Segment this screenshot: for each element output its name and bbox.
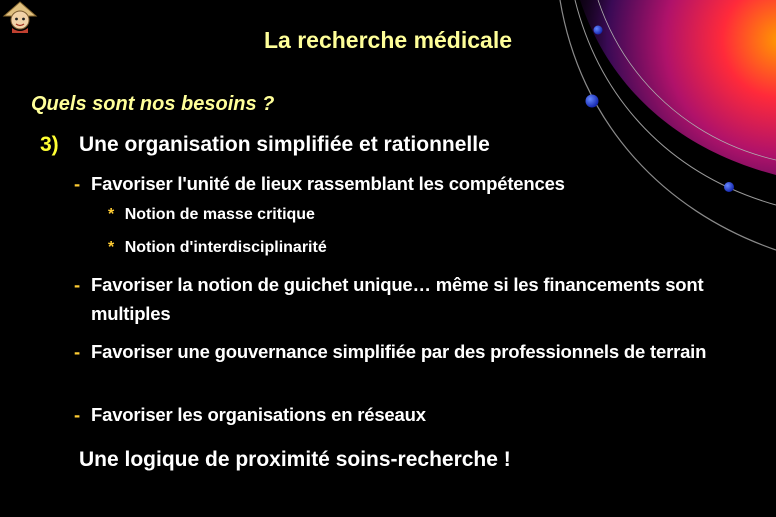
bullet-item <box>74 400 764 429</box>
bullet-dash: - <box>74 173 81 194</box>
bullet-star: * <box>108 206 115 223</box>
point-title: Une organisation simplifiée et rationnelle <box>79 133 490 156</box>
bullet-text: Favoriser l'unité de lieux rassemblant les compétences <box>91 173 565 194</box>
bullet-item <box>74 337 764 366</box>
bullet-dash: - <box>74 341 81 362</box>
sub-bullet-item <box>108 206 315 224</box>
closing-statement: Une logique de proximité soins-recherche ! <box>79 448 511 471</box>
bullet-dash: - <box>74 274 81 295</box>
point-number: 3) <box>40 133 59 156</box>
slide-title: La recherche médicale <box>263 27 513 53</box>
bullet-dash: - <box>74 404 81 425</box>
sub-bullet-text: Notion d'interdisciplinarité <box>124 239 327 256</box>
orbit-dot-2 <box>586 95 599 108</box>
bullet-item <box>74 270 764 328</box>
section-heading: Quels sont nos besoins ? <box>31 93 275 115</box>
bullet-item <box>74 169 764 198</box>
bullet-text: Favoriser les organisations en réseaux <box>91 404 426 425</box>
sub-bullet-text: Notion de masse critique <box>124 206 315 223</box>
bullet-text: Favoriser une gouvernance simplifiée par des professionnels de terrain <box>91 341 707 362</box>
bullet-star: * <box>108 239 115 256</box>
bullet-text: Favoriser la notion de guichet unique… même si les financements sont multiples <box>91 274 704 324</box>
sub-bullet-item <box>108 239 327 257</box>
